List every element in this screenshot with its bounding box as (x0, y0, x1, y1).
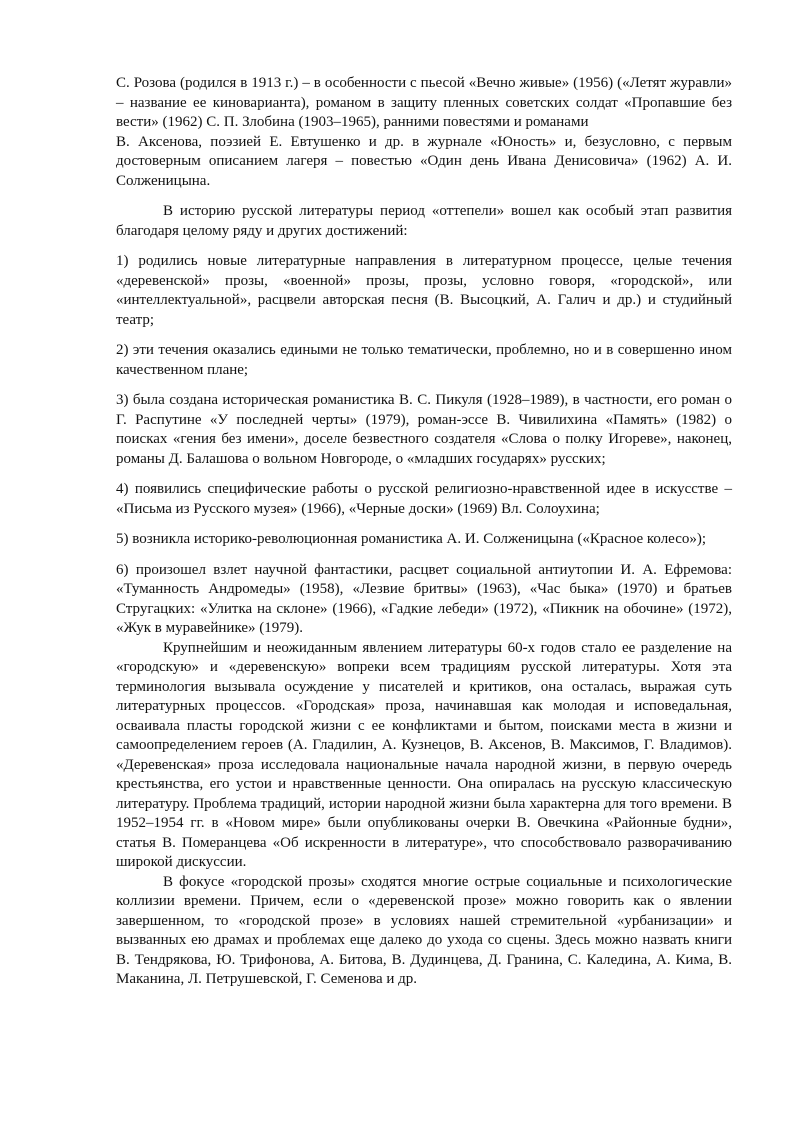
paragraph-thaw-intro: В историю русской литературы период «оттепели» вошел как особый этап развития благодаря целому ряду и других достижений: (116, 203, 732, 239)
list-item-5: 5) возникла историко-революционная романистика А. И. Солженицына («Красное колесо»); (116, 531, 707, 547)
paragraph-city-village: Крупнейшим и неожиданным явлением литературы 60-х годов стало ее разделение на «городскую» и «деревенскую» вопреки всем традициям русской литературы. Хотя эта терминология вызывала осуждение у писателей и критиков, она осталась, выражая суть литературных процессов. «Городская» проза, начинавшая как молодая и исповедальная, осваивала пласты городской жизни с ее конфликтами и бытом, поисками места в жизни и самоопределением героев (А. Гладилин, А. Кузнецов, В. Аксенов, В. Максимов, Г. Владимов). «Деревенская» проза исследовала национальные начала народной жизни, в первую очередь крестьянства, его устои и нравственные ценности. Она опиралась на русскую классическую литературу. Проблема традиций, истории народной жизни была характерна для того времени. В 1952–1954 гг. в «Новом мире» были опубликованы очерки В. Овечкина «Районные будни», статья В. Померанцева «Об искренности в литературе», что способствовало разворачиванию широкой дискуссии. (116, 639, 732, 870)
list-item-6: 6) произошел взлет научной фантастики, расцвет социальной антиутопии И. А. Ефремова: «Туманность Андромеды» (1958), «Лезвие бритвы» (1963), «Час быка» (1970) и братьев Стругацких: «Улитка на склоне» (1966), «Гадкие лебеди» (1972), «Пикник на обочине» (1972), «Жук в муравейнике» (1979). (116, 561, 732, 636)
paragraph-aksenov: В. Аксенова, поэзией Е. Евтушенко и др. в журнале «Юность» и, безусловно, с первым достоверным описанием лагеря – повестью «Один день Ивана Денисовича» (1962) А. И. Солженицына. (116, 133, 732, 189)
list-item-3: 3) была создана историческая романистика В. С. Пикуля (1928–1989), в частности, его роман о Г. Распутине «У последней черты» (1979), роман-эссе В. Чивилихина «Память» (1982) о поисках «гения без имени», доселе безвестного создателя «Слова о полку Игореве», наконец, романы Д. Балашова о вольном Новгороде, о «младших государях» русских; (116, 392, 732, 467)
paragraph-urban-prose: В фокусе «городской прозы» сходятся многие острые социальные и психологические коллизии времени. Причем, если о «деревенской прозе» можно говорить как о явлении завершенном, то «городской прозе» в условиях нашей стремительной «урбанизации» и вызванных ею драмах и проблемах еще далеко до ухода со сцены. Здесь можно назвать книги В. Тендрякова, Ю. Трифонова, А. Битова, В. Дудинцева, Д. Гранина, С. Каледина, А. Кима, В. Маканина, Л. Петрушевской, Г. Семенова и др. (116, 873, 732, 987)
list-item-1: 1) родились новые литературные направления в литературном процессе, целые течения «деревенской» прозы, «военной» прозы, прозы, условно говоря, «городской», или «интеллектуальной», расцвели авторская песня (В. Высоцкий, А. Галич и др.) и студийный театр; (116, 253, 732, 328)
list-item-4: 4) появились специфические работы о русской религиозно-нравственной идее в искусстве – «Письма из Русского музея» (1966), «Черные доски» (1969) Вл. Солоухина; (116, 481, 732, 517)
paragraph-rozov: С. Розова (родился в 1913 г.) – в особенности с пьесой «Вечно живые» (1956) («Летят журавли» – название ее киноварианта), романом в защиту пленных советских солдат «Пропавшие без вести» (1962) С. П. Злобина (1903–1965), ранними повестями и романами (116, 75, 732, 130)
document-body (116, 74, 732, 990)
list-item-2: 2) эти течения оказались едиными не только тематически, проблемно, но и в совершенно ином качественном плане; (116, 342, 732, 378)
